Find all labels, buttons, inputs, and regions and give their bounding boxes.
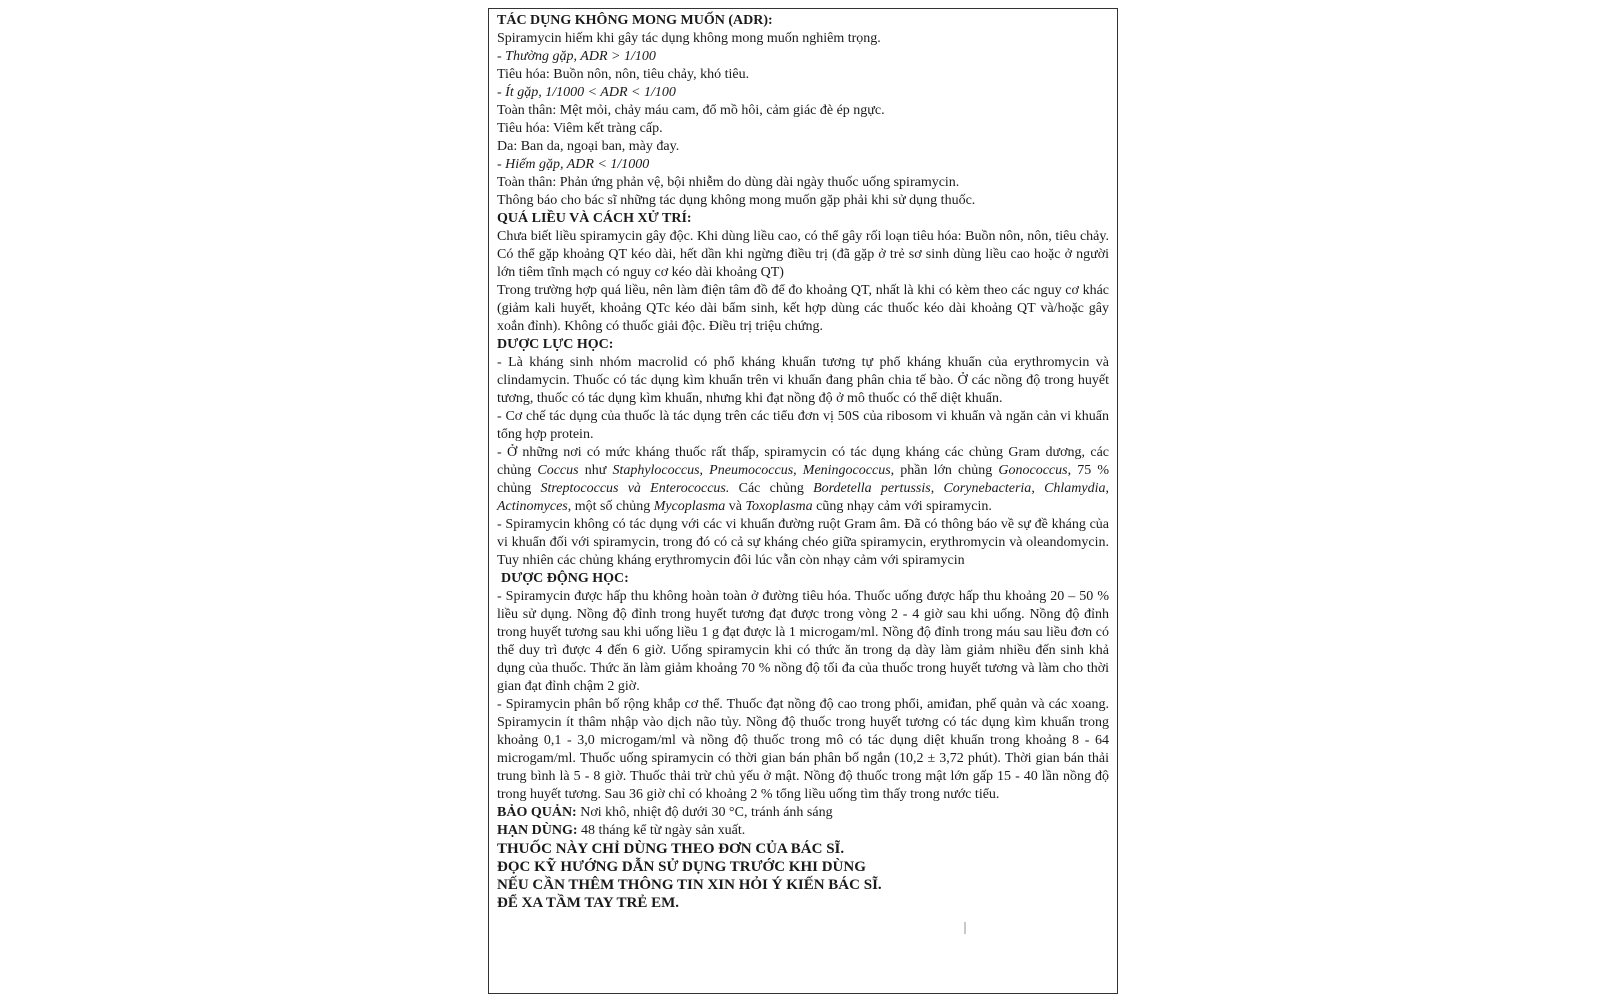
organism-name: Streptococcus và Enterococcus. [540,481,730,496]
pharmacokinetics-paragraph: - Spiramycin được hấp thu không hoàn toàn ở đường tiêu hóa. Thuốc uống được hấp thu khoảng 20 – 50 % liều sử dụng. Nồng độ đỉnh trong huyết tương đạt được trong vòng 2 - 4 giờ sau khi uống. Nồng độ đỉnh trong huyết tương sau khi uống liều 1 g đạt được là 1 microgam/ml. Nồng độ đỉnh trong máu sau liều đơn có thể duy trì được 4 đến 6 giờ. Uống spiramycin khi có thức ăn trong dạ dày làm giảm nhiều đến sinh khả dụng của thuốc. Thức ăn làm giảm khoảng 70 % nồng độ tối đa của thuốc trong huyết tương và làm cho thời gian đạt đỉnh chậm 2 giờ. [497,589,1109,694]
organism-name: Chlamydia [1044,481,1106,496]
scan-speck [964,922,966,934]
organism-name: Staphylococcus [612,463,700,478]
adr-common-label: - Thường gặp, ADR > 1/100 [497,49,656,64]
organism-name: Pneumococcus [709,463,794,478]
organism-name: Gonococcus [998,463,1068,478]
text-run: , một số chủng [567,499,654,514]
text-run: - Ở những nơi có mức kháng thuốc rất thấp, spiramycin có tác dụng kháng các chủng Gram dương, các chủng [497,445,1109,478]
organism-name: Mycoplasma [653,499,726,514]
adr-heading: TÁC DỤNG KHÔNG MONG MUỐN (ADR): [497,13,773,28]
pharmacodynamics-paragraph: - Cơ chế tác dụng của thuốc là tác dụng trên các tiểu đơn vị 50S của ribosom vi khuẩn và ngăn cản vi khuẩn tổng hợp protein. [497,409,1109,442]
storage-label: BẢO QUẢN: [497,805,577,820]
text-run: , [1031,481,1045,496]
text-run: , [930,481,944,496]
overdose-heading: QUÁ LIỀU VÀ CÁCH XỬ TRÍ: [497,211,692,226]
pharmacodynamics-spectrum-paragraph [497,444,1109,516]
text-run: như [578,463,613,478]
text-run: và [725,499,746,514]
text-run: , phần lớn chủng [890,463,999,478]
adr-uncommon-item: Toàn thân: Mệt mỏi, chảy máu cam, đổ mồ hôi, cảm giác đè ép ngực. [497,103,885,118]
adr-common-item: Tiêu hóa: Buồn nôn, nôn, tiêu chảy, khó tiêu. [497,67,750,82]
text-run: , [1105,481,1110,496]
pharmacokinetics-heading: DƯỢC ĐỘNG HỌC: [501,571,629,586]
adr-intro: Spiramycin hiếm khi gây tác dụng không mong muốn nghiêm trọng. [497,31,881,46]
text-run: Các chủng [729,481,814,496]
organism-name: Coccus [537,463,579,478]
expiry-field [497,822,1109,840]
ask-doctor-warning: NẾU CẦN THÊM THÔNG TIN XIN HỎI Ý KIẾN BÁC SĨ. [497,877,882,893]
text-run: , [793,463,803,478]
text-run: cũng nhạy cảm với spiramycin. [812,499,992,514]
prescription-warning: THUỐC NÀY CHỈ DÙNG THEO ĐƠN CỦA BÁC SĨ. [497,841,845,857]
organism-name: Toxoplasma [745,499,813,514]
adr-uncommon-label: - Ít gặp, 1/1000 < ADR < 1/100 [497,85,676,100]
adr-uncommon-item: Tiêu hóa: Viêm kết tràng cấp. [497,121,663,136]
organism-name: Meningococcus [802,463,891,478]
pharmacodynamics-paragraph: - Là kháng sinh nhóm macrolid có phổ kháng khuẩn tương tự phổ kháng khuẩn của erythromycin và clindamycin. Thuốc có tác dụng kìm khuẩn trên vi khuẩn đang phân chia tế bào. Ở các nồng độ trong huyết tương, thuốc có tác dụng kìm khuẩn, nhưng khi đạt nồng độ ở mô thuốc có thể diệt khuẩn. [497,355,1109,406]
pharmacokinetics-paragraph: - Spiramycin phân bố rộng khắp cơ thể. Thuốc đạt nồng độ cao trong phổi, amiđan, phế quản và các xoang. Spiramycin ít thâm nhập vào dịch não tủy. Nồng độ thuốc trong huyết tương có tác dụng kìm khuẩn trong khoảng 0,1 - 3,0 microgam/ml và nồng độ thuốc trong mô có tác dụng diệt khuẩn trong khoảng 8 - 64 microgam/ml. Thuốc uống spiramycin có thời gian bán phân bố ngắn (10,2 ± 3,72 phút). Thời gian bán thải trung bình là 5 - 8 giờ. Thuốc thải trừ chủ yếu ở mật. Nồng độ thuốc trong mật lớn gấp 15 - 40 lần nồng độ trong huyết tương. Sau 36 giờ chỉ có khoảng 2 % tổng liều uống tìm thấy trong nước tiểu. [497,697,1109,802]
expiry-value: 48 tháng kể từ ngày sản xuất. [577,823,746,838]
overdose-paragraph: Trong trường hợp quá liều, nên làm điện tâm đồ để đo khoảng QT, nhất là khi có kèm theo các nguy cơ khác (giảm kali huyết, khoảng QTc kéo dài bẩm sinh, kết hợp dùng các thuốc kéo dài khoảng QT và/hoặc gây xoắn đỉnh). Không có thuốc giải độc. Điều trị triệu chứng. [497,283,1109,334]
adr-uncommon-item: Da: Ban da, ngoại ban, mày đay. [497,139,680,154]
read-instructions-warning: ĐỌC KỸ HƯỚNG DẪN SỬ DỤNG TRƯỚC KHI DÙNG [497,859,866,875]
organism-name: Corynebacteria [943,481,1032,496]
adr-rare-item: Toàn thân: Phản ứng phản vệ, bội nhiễm do dùng dài ngày thuốc uống spiramycin. [497,175,960,190]
organism-name: Bordetella pertussis [813,481,931,496]
leaflet-text-box [488,8,1118,994]
storage-value: Nơi khô, nhiệt độ dưới 30 °C, tránh ánh sáng [576,805,833,820]
keep-away-children-warning: ĐỂ XA TẦM TAY TRẺ EM. [497,895,679,911]
text-run: , 75 % chủng [497,463,1110,496]
adr-notify: Thông báo cho bác sĩ những tác dụng không mong muốn gặp phải khi sử dụng thuốc. [497,193,976,208]
text-run: , [699,463,710,478]
organism-name: Actinomyces [497,499,568,514]
pharmacodynamics-heading: DƯỢC LỰC HỌC: [497,337,614,352]
expiry-label: HẠN DÙNG: [497,823,578,838]
storage-field [497,804,1109,822]
overdose-paragraph: Chưa biết liều spiramycin gây độc. Khi dùng liều cao, có thể gây rối loạn tiêu hóa: Buồn nôn, nôn, tiêu chảy. Có thể gặp khoảng QT kéo dài, hết dần khi ngừng điều trị (đã gặp ở trẻ sơ sinh dùng liều cao hoặc ở người lớn tiêm tĩnh mạch có nguy cơ kéo dài khoảng QT) [497,229,1109,280]
pharmacodynamics-paragraph: - Spiramycin không có tác dụng với các vi khuẩn đường ruột Gram âm. Đã có thông báo về sự đề kháng của vi khuẩn đối với spiramycin, trong đó có cả sự kháng chéo giữa spiramycin, erythromycin và oleandomycin. Tuy nhiên các chủng kháng erythromycin đôi lúc vẫn còn nhạy cảm với spiramycin [497,517,1109,568]
adr-rare-label: - Hiếm gặp, ADR < 1/1000 [497,157,650,172]
